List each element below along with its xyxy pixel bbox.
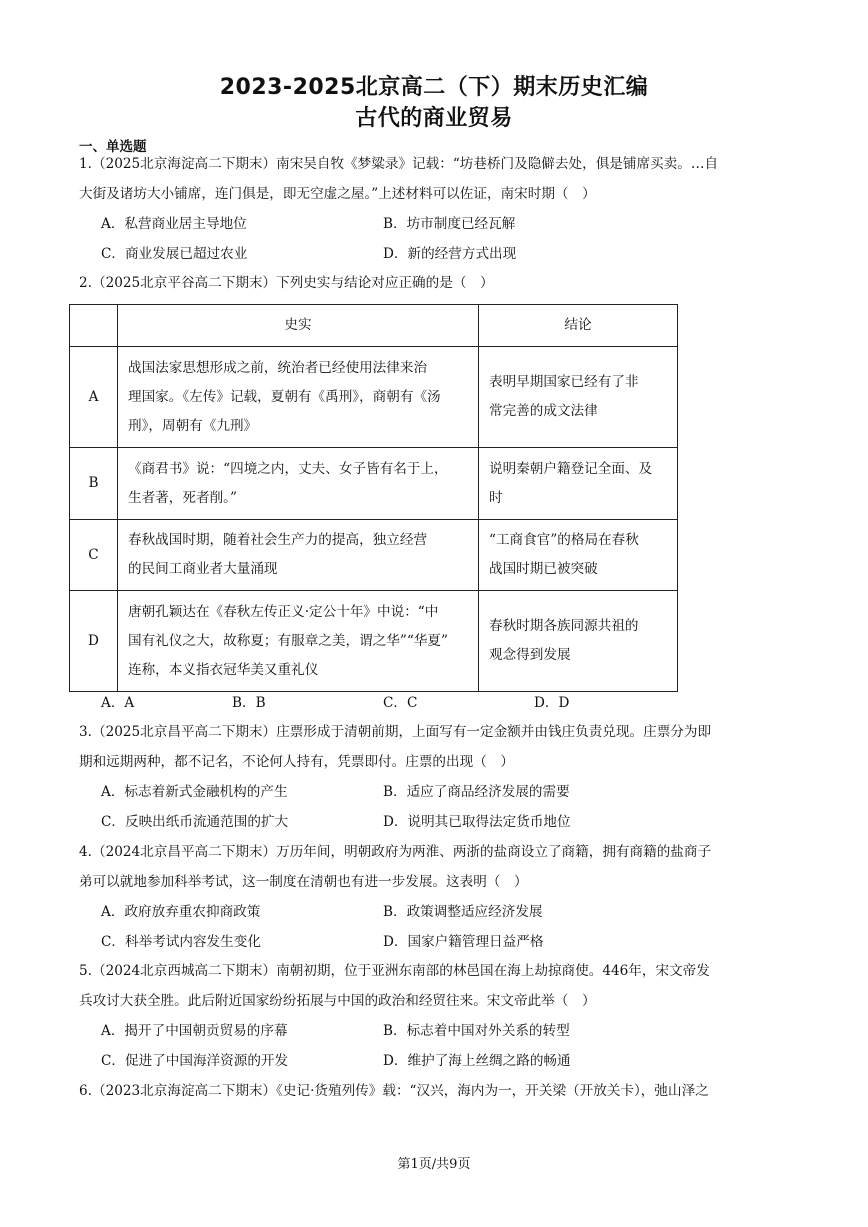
row-fact bbox=[118, 448, 479, 520]
table-row bbox=[70, 520, 678, 591]
question-5-option-c: C．促进了中国海洋资源的开发 bbox=[101, 1053, 289, 1069]
table-header-conclusion: 结论 bbox=[479, 305, 678, 347]
question-2-option-c: C．C bbox=[383, 695, 418, 711]
question-3-text-line2: 期和远期两种，都不记名，不论何人持有，凭票即付。庄票的出现（ ） bbox=[79, 754, 514, 770]
question-3-option-d: D．说明其已取得法定货币地位 bbox=[383, 814, 571, 830]
question-1-option-c: C．商业发展已超过农业 bbox=[101, 246, 248, 262]
table-row bbox=[70, 591, 678, 692]
question-4-text-line2: 弟可以就地参加科举考试，这一制度在清朝也有进一步发展。这表明（ ） bbox=[79, 874, 528, 890]
fact-line: 刑》，周朝有《九刑》 bbox=[128, 417, 258, 434]
question-5-option-b: B．标志着中国对外关系的转型 bbox=[383, 1023, 570, 1039]
question-6-text-line1: 6.（2023北京海淀高二下期末）《史记·货殖列传》载：“汉兴，海内为一，开关梁（开放关卡），弛山泽之 bbox=[79, 1083, 709, 1099]
fact-line: 唐朝孔颖达在《春秋左传正义·定公十年》中说：“中 bbox=[128, 603, 439, 620]
row-conclusion bbox=[479, 347, 678, 448]
question-5-option-a: A．揭开了中国朝贡贸易的序幕 bbox=[101, 1023, 288, 1039]
table-header-row bbox=[70, 305, 678, 347]
question-2-text-line1: 2.（2025北京平谷高二下期末）下列史实与结论对应正确的是（ ） bbox=[79, 275, 494, 291]
page-number: 第1页/共9页 bbox=[397, 1157, 471, 1172]
row-label: A bbox=[70, 347, 118, 448]
fact-line: 连称，本义指衣冠华美又重礼仪 bbox=[128, 661, 319, 678]
question-2-table bbox=[69, 304, 678, 692]
question-5-text-line2: 兵攻讨大获全胜。此后附近国家纷纷拓展与中国的政治和经贸往来。宋文帝此举（ ） bbox=[79, 993, 596, 1009]
question-3-text-line1: 3.（2025北京昌平高二下期末）庄票形成于清朝前期，上面写有一定金额并由钱庄负责兑现。庄票分为即 bbox=[79, 724, 712, 740]
row-conclusion bbox=[479, 520, 678, 591]
conclusion-line: “工商食官”的格局在春秋 bbox=[489, 532, 639, 548]
question-3-option-b: B．适应了商品经济发展的需要 bbox=[383, 784, 570, 800]
conclusion-line: 常完善的成文法律 bbox=[489, 403, 598, 419]
question-1-text-line2: 大街及诸坊大小铺席，连门俱是，即无空虚之屋。”上述材料可以佐证，南宋时期（ ） bbox=[79, 186, 596, 202]
question-2-option-d: D．D bbox=[534, 695, 570, 711]
question-4-text-line1: 4.（2024北京昌平高二下期末）万历年间，明朝政府为两淮、两浙的盐商设立了商籍，拥有商籍的盐商子 bbox=[79, 844, 712, 860]
table-header-label bbox=[70, 305, 118, 347]
question-1-option-d: D．新的经营方式出现 bbox=[383, 246, 517, 262]
row-label: B bbox=[70, 448, 118, 520]
question-4-option-a: A．政府放弃重农抑商政策 bbox=[101, 904, 261, 920]
question-1-option-b: B．坊市制度已经瓦解 bbox=[383, 216, 516, 232]
fact-line: 国有礼仪之大，故称夏；有服章之美，谓之华”“华夏” bbox=[128, 632, 448, 649]
table-row bbox=[70, 347, 678, 448]
section-heading: 一、单选题 bbox=[79, 139, 147, 155]
fact-line: 理国家。《左传》记载，夏朝有《禹刑》，商朝有《汤 bbox=[128, 388, 441, 405]
question-2-option-b: B．B bbox=[232, 695, 266, 711]
conclusion-line: 观念得到发展 bbox=[489, 647, 571, 663]
question-5-text-line1: 5.（2024北京西城高二下期末）南朝初期，位于亚洲东南部的林邑国在海上劫掠商使。446年，宋文帝发 bbox=[79, 963, 710, 979]
fact-line: 春秋战国时期，随着社会生产力的提高，独立经营 bbox=[128, 532, 428, 548]
question-4-option-d: D．国家户籍管理日益严格 bbox=[383, 934, 544, 950]
conclusion-line: 时 bbox=[489, 489, 503, 506]
fact-line: 的民间工商业者大量涌现 bbox=[128, 561, 278, 577]
document-title: 2023-2025北京高二（下）期末历史汇编 bbox=[219, 75, 649, 100]
table-row bbox=[70, 448, 678, 520]
conclusion-line: 表明早期国家已经有了非 bbox=[489, 374, 639, 390]
fact-line: 《商君书》说：“四境之内，丈夫、女子皆有名于上， bbox=[128, 460, 448, 477]
row-conclusion bbox=[479, 448, 678, 520]
question-4-option-b: B．政策调整适应经济发展 bbox=[383, 904, 543, 920]
row-fact bbox=[118, 520, 479, 591]
question-5-option-d: D．维护了海上丝绸之路的畅通 bbox=[383, 1053, 571, 1069]
row-label: C bbox=[70, 520, 118, 591]
question-1-text-line1: 1.（2025北京海淀高二下期末）南宋吴自牧《梦粱录》记载：“坊巷桥门及隐僻去处，俱是铺席买卖。…自 bbox=[79, 156, 719, 172]
question-3-option-c: C．反映出纸币流通范围的扩大 bbox=[101, 814, 289, 830]
row-fact bbox=[118, 591, 479, 692]
question-2-option-a: A．A bbox=[101, 695, 135, 711]
row-fact bbox=[118, 347, 479, 448]
row-conclusion bbox=[479, 591, 678, 692]
question-3-option-a: A．标志着新式金融机构的产生 bbox=[101, 784, 288, 800]
conclusion-line: 春秋时期各族同源共祖的 bbox=[489, 618, 639, 634]
table-header-fact: 史实 bbox=[118, 305, 479, 347]
fact-line: 战国法家思想形成之前，统治者已经使用法律来治 bbox=[128, 359, 428, 376]
document-subtitle: 古代的商业贸易 bbox=[355, 106, 513, 131]
row-label: D bbox=[70, 591, 118, 692]
conclusion-line: 战国时期已被突破 bbox=[489, 561, 598, 577]
conclusion-line: 说明秦朝户籍登记全面、及 bbox=[489, 460, 653, 477]
fact-line: 生者著，死者削。” bbox=[128, 489, 237, 506]
question-4-option-c: C．科举考试内容发生变化 bbox=[101, 934, 261, 950]
question-1-option-a: A．私营商业居主导地位 bbox=[101, 216, 247, 232]
